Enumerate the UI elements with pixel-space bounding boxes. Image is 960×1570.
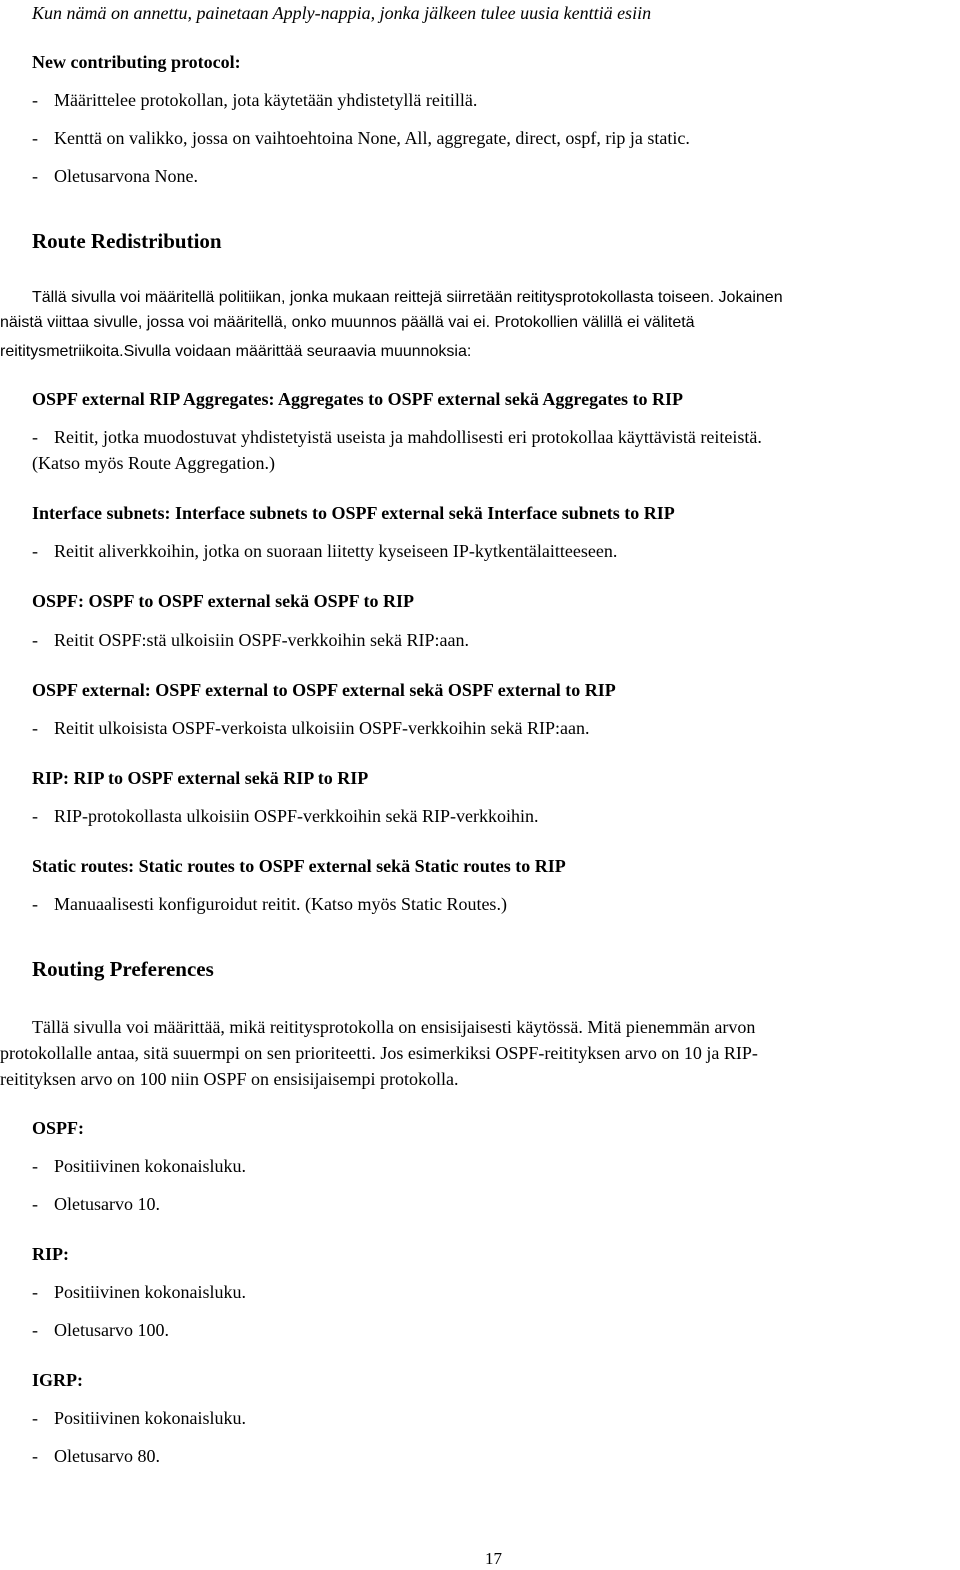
protocol-label: IGRP: bbox=[32, 1370, 83, 1390]
conversion-title: Interface subnets: Interface subnets to OSPF external sekä Interface subnets to RIP bbox=[32, 503, 675, 523]
route-redistribution-heading: Route Redistribution bbox=[32, 229, 222, 253]
conversion-title: OSPF external RIP Aggregates: Aggregates to OSPF external sekä Aggregates to RIP bbox=[32, 389, 684, 409]
protocol-bullet bbox=[32, 1321, 169, 1339]
bullet-dash: - bbox=[32, 630, 38, 650]
bullet-text: Määrittelee protokollan, jota käytetään yhdistetyllä reitillä. bbox=[54, 90, 478, 110]
bullet-text: Oletusarvo 100. bbox=[54, 1320, 169, 1340]
bullet-text: Reitit, jotka muodostuvat yhdistetyistä useista ja mahdollisesti eri protokollaa käyttävistä reiteistä. bbox=[54, 427, 762, 447]
bullet-dash: - bbox=[32, 1282, 38, 1302]
protocol-bullet bbox=[32, 1157, 246, 1175]
bullet-text: Positiivinen kokonaisluku. bbox=[54, 1156, 247, 1176]
new-contributing-protocol-bullet bbox=[32, 91, 477, 109]
conversion-continuation: (Katso myös Route Aggregation.) bbox=[32, 453, 275, 473]
bullet-text: Reitit OSPF:stä ulkoisiin OSPF-verkkoihin sekä RIP:aan. bbox=[54, 630, 470, 650]
bullet-dash: - bbox=[32, 541, 38, 561]
conversion-bullet bbox=[32, 895, 507, 913]
bullet-dash: - bbox=[32, 1446, 38, 1466]
route-redistribution-paragraph-tail: Sivulla voidaan määrittää seuraavia muunnoksia: bbox=[123, 343, 472, 360]
protocol-bullet bbox=[32, 1283, 246, 1301]
bullet-dash: - bbox=[32, 128, 38, 148]
protocol-bullet bbox=[32, 1195, 160, 1213]
bullet-text: RIP-protokollasta ulkoisiin OSPF-verkkoihin sekä RIP-verkkoihin. bbox=[54, 806, 539, 826]
page-number: 17 bbox=[485, 1549, 502, 1568]
conversion-bullet bbox=[32, 719, 590, 737]
bullet-text: Kenttä on valikko, jossa on vaihtoehtoina None, All, aggregate, direct, ospf, rip ja static. bbox=[54, 128, 690, 148]
bullet-text: Reitit aliverkkoihin, jotka on suoraan liitetty kyseiseen IP-kytkentälaitteeseen. bbox=[54, 541, 618, 561]
conversion-title: Static routes: Static routes to OSPF external sekä Static routes to RIP bbox=[32, 856, 566, 876]
bullet-dash: - bbox=[32, 1320, 38, 1340]
route-redistribution-paragraph-line: Tällä sivulla voi määritellä politiikan, jonka mukaan reittejä siirretään reititysprotokollasta toiseen. Jokainen bbox=[32, 289, 783, 306]
bullet-dash: - bbox=[32, 1408, 38, 1428]
new-contributing-protocol-bullet bbox=[32, 129, 690, 147]
bullet-text: Oletusarvo 80. bbox=[54, 1446, 160, 1466]
bullet-dash: - bbox=[32, 806, 38, 826]
protocol-label: OSPF: bbox=[32, 1118, 84, 1138]
bullet-dash: - bbox=[32, 90, 38, 110]
bullet-text: Positiivinen kokonaisluku. bbox=[54, 1408, 247, 1428]
bullet-text: Oletusarvona None. bbox=[54, 166, 198, 186]
conversion-bullet bbox=[32, 631, 469, 649]
bullet-text: Manuaalisesti konfiguroidut reitit. (Katso myös Static Routes.) bbox=[54, 894, 507, 914]
bullet-dash: - bbox=[32, 427, 38, 447]
protocol-bullet bbox=[32, 1447, 160, 1465]
bullet-text: Oletusarvo 10. bbox=[54, 1194, 160, 1214]
bullet-text: Reitit ulkoisista OSPF-verkoista ulkoisiin OSPF-verkkoihin sekä RIP:aan. bbox=[54, 718, 590, 738]
protocol-label: RIP: bbox=[32, 1244, 69, 1264]
bullet-dash: - bbox=[32, 718, 38, 738]
routing-preferences-paragraph-line: protokollalle antaa, sitä suuermpi on sen prioriteetti. Jos esimerkiksi OSPF-reitityksen arvo on 10 ja RIP- bbox=[0, 1043, 758, 1063]
conversion-title: OSPF: OSPF to OSPF external sekä OSPF to RIP bbox=[32, 591, 414, 611]
new-contributing-protocol-label: New contributing protocol: bbox=[32, 52, 241, 72]
conversion-bullet bbox=[32, 807, 538, 825]
routing-preferences-heading: Routing Preferences bbox=[32, 957, 214, 981]
route-redistribution-paragraph-line: näistä viittaa sivulle, jossa voi määritellä, onko muunnos päällä vai ei. Protokollien välillä ei välitetä bbox=[0, 314, 695, 331]
new-contributing-protocol-bullet bbox=[32, 167, 198, 185]
bullet-dash: - bbox=[32, 1156, 38, 1176]
routing-preferences-paragraph-line: reitityksen arvo on 100 niin OSPF on ensisijaisempi protokolla. bbox=[0, 1069, 459, 1089]
conversion-title: RIP: RIP to OSPF external sekä RIP to RIP bbox=[32, 768, 369, 788]
bullet-dash: - bbox=[32, 1194, 38, 1214]
route-redistribution-paragraph-line-start: reititysmetriikoita. bbox=[0, 343, 124, 360]
bullet-dash: - bbox=[32, 166, 38, 186]
bullet-text: Positiivinen kokonaisluku. bbox=[54, 1282, 247, 1302]
conversion-bullet bbox=[32, 542, 617, 560]
conversion-bullet bbox=[32, 428, 762, 446]
protocol-bullet bbox=[32, 1409, 246, 1427]
bullet-dash: - bbox=[32, 894, 38, 914]
conversion-title: OSPF external: OSPF external to OSPF external sekä OSPF external to RIP bbox=[32, 680, 616, 700]
intro-text: Kun nämä on annettu, painetaan Apply-nappia, jonka jälkeen tulee uusia kenttiä esiin bbox=[32, 3, 652, 23]
route-redistribution-paragraph-line bbox=[0, 341, 471, 360]
routing-preferences-paragraph-line: Tällä sivulla voi määrittää, mikä reititysprotokolla on ensisijaisesti käytössä. Mitä pienemmän arvon bbox=[32, 1017, 756, 1037]
